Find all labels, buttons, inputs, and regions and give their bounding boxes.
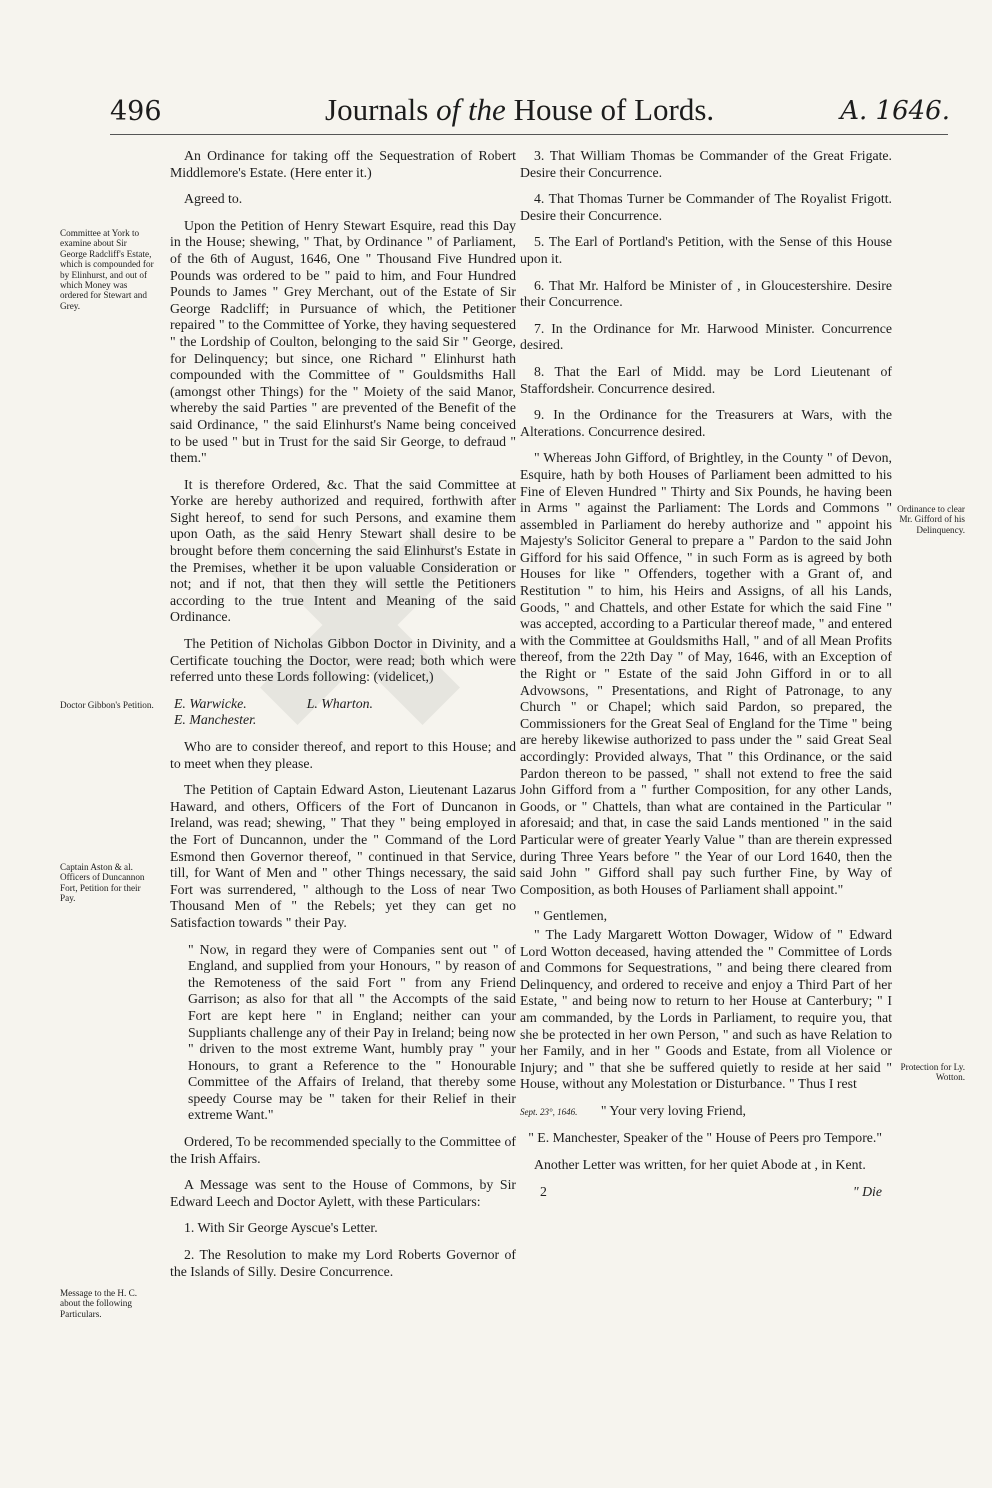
letter-valediction: " Your very loving Friend, [600,1102,746,1118]
letter-wotton: " The Lady Margarett Wotton Dowager, Widow of " Edward Lord Wotton deceased, having attended the " Committee of Lords and Commons for Sequestrations, " and being there cleared from Delinquency, and ordered to receive and enjoy a Third Part of her Estate, " and being now to return to her House at Canterbury; " I am commanded, by the Lords in Parliament, to require you, that she be protected in her own Person, " and such as have Relation to her Family, and in her " Goods and Estate, from all Violence or Injury; and " that she be suffered quietly to reside at her said " House, without any Molestation or Disturbance. " Thus I rest [520,926,892,1092]
particular-4: 4. That Thomas Turner be Commander of The Royalist Frigott. Desire their Concurrence. [520,191,892,223]
petition-stewart: Upon the Petition of Henry Stewart Esquire, read this Day in the House; shewing, " That, by Ordinance " of Parliament, of the 6th of August, 1646, One " Thousand Five Hundred Pounds was ordered to be " paid to him, and Four Hundred Pounds to James " Grey Merchant, out of the Estate of Sir George Radcliff; in Pursuance of which, the Petitioner repaired " to the Committee of Yorke, they having sequestered " the Lordship of Coulton, belonging to the said Sir " George, for Delinquency; but since, one Richard " Elinhurst hath compounded with the Committee of " Gouldsmiths Hall (amongst other Things) for the " Moiety of the said Manor, whereby the said Parties " are prevented of the Benefit of the said Ordinance, " the said Elinhurst's Name being conceived to be used " but in Trust for the said Sir George, to defraud " them." [170,217,516,466]
catchword: " Die [852,1183,882,1199]
ordinance-middlemore: An Ordinance for taking off the Sequestration of Robert Middlemore's Estate. (Here enter it.) [170,148,516,180]
gibbon-referral: Who are to consider thereof, and report to this House; and to meet when they please. [170,739,516,771]
ordinance-gifford: " Whereas John Gifford, of Brightley, in the County " of Devon, Esquire, hath by both Houses of Parliament been admitted to his Fine of Eleven Hundred " Thirty and Six Pounds, he having been in Arms " against the Parliament: The Lords and Commons " assembled in Parliament do hereby authorize and " appoint his Majesty's Solicitor General to prepare a " Pardon to the said John Gifford for his said Offence, " in such Form as is agreed by both Houses for like " Offenders, together with a Grant of, and Restitution " to him, his Heirs and Assigns, of all his Lands, Goods, " and Chattels, and other Estate for which the said Fine " was accepted, according to a Particular thereof made, " and entered with the Committee at Gouldsmiths Hall, " and of all Mean Profits thereof, from the 22th Day " of May, 1646, with an Exception of the Right or " Estate of the said John Gifford in or to all Advowsons, " Presentations, and Right of Patronage, to any Church " or Chapel; which said Pardon, so prepared, the Commissioners for the Great Seal of England for the Time " being are hereby likewise authorized to pass under the " said Great Seal accordingly: Provided always, That " this Ordinance, or the said Pardon thereon to be passed, " shall not extend to free the said John Gifford from a " further Composition, for any other Lands, Goods, or " Chattels, than what are contained in the Particular " aforesaid; and that, in case the said Lands mentioned " in the said Particular were of greater Yearly Value " than are therein expressed during Three Years before " the Year of our Lord 1640, then the said John " Gifford shall pay such further Fine, by Way of Composition, as both Houses of Parliament shall appoint." [520,450,892,897]
margin-note-gifford: Ordinance to clear Mr. Gifford of his Delinquency. [897,504,965,535]
particular-6: 6. That Mr. Halford be Minister of , in Gloucestershire. Desire their Concurrence. [520,277,892,310]
agreed-to: Agreed to. [184,191,243,207]
particular-1: 1. With Sir George Ayscue's Letter. [184,1220,378,1236]
margin-note-doctor-gibbon: Doctor Gibbon's Petition. [60,700,154,710]
right-column [520,148,892,1200]
page-year: A. 1646. [840,96,950,126]
letter-date: Sept. 23°, 1646. [520,1106,578,1117]
letter-closing [520,1103,892,1121]
particular-5: 5. The Earl of Portland's Petition, with the Sense of this House upon it. [520,234,892,266]
page-header [110,82,950,132]
margin-note-captain-aston: Captain Aston & al. Officers of Duncannon Fort, Petition for their Pay. [60,862,145,904]
another-letter: Another Letter was written, for her quiet Abode at , in Kent. [534,1157,866,1173]
letter-salutation: " Gentlemen, [534,908,608,924]
margin-note-wotton: Protection for Ly. Wotton. [900,1062,965,1083]
petition-gibbon: The Petition of Nicholas Gibbon Doctor in Divinity, and a Certificate touching the Doctor, were read; both which were referred unto these Lords following: (videlicet,) [170,636,516,685]
signature-mark: 2 [540,1183,547,1199]
page-title [325,92,714,128]
petition-aston: The Petition of Captain Edward Aston, Lieutenant Lazarus Haward, and others, Officers of the Fort of Duncanon in Ireland, was read; shewing, " That they " being employed in the Fort of Duncannon, under the " Command of the Lord Esmond then Governor thereof, " continued in that Service, till, for Want of Men and " other Things necessary, the said Fort was surrendered, " although to the Loss of near Two Thousand Men of " the Rebels; yet they can get no Satisfaction towards " their Pay. [170,782,516,930]
particular-8: 8. That the Earl of Midd. may be Lord Lieutenant of Staffordsheir. Concurrence desired. [520,363,892,396]
lord-manchester: E. Manchester. [174,712,257,728]
message-commons: A Message was sent to the House of Commons, by Sir Edward Leech and Doctor Aylett, with these Particulars: [170,1177,516,1209]
page-number: 496 [110,96,162,127]
order-committee-yorke: It is therefore Ordered, &c. That the said Committee at Yorke are hereby authorized and required, forthwith after Sight hereof, to send for such Persons, and examine them upon Oath, as the said Henry Stewart shall desire to be brought before them concerning the said Elinhurst's Estate in the Premises, whether it be upon valuable Consideration or not; and if not, that then they will settle the Petitioners according to the true Intent and Meaning of the said Ordinance. [170,476,516,625]
order-irish-affairs: Ordered, To be recommended specially to the Committee of the Irish Affairs. [170,1134,516,1166]
page-footer [520,1184,892,1201]
left-column [170,148,516,1290]
particular-9: 9. In the Ordinance for the Treasurers at Wars, with the Alterations. Concurrence desired. [520,407,892,439]
lords-list [170,696,516,713]
lord-warwicke: E. Warwicke. [174,695,247,711]
title-of: of the [436,92,506,127]
margin-note-message-hc: Message to the H. C. about the following Particulars. [60,1288,138,1319]
particular-3: 3. That William Thomas be Commander of the Great Frigate. Desire their Concurrence. [520,148,892,180]
letter-signature: " E. Manchester, Speaker of the " House of Peers pro Tempore." [528,1130,882,1146]
aston-plea: " Now, in regard they were of Companies sent out " of England, and supplied from your Honours, " by reason of the Remoteness of the said Fort " from any Friend Garrison; as also for that all " the Accompts of the said Fort are kept here " in England; neither can your Suppliants challenge any of their Pay in Ireland; being now " driven to the most extreme Want, humbly pray " your Honours, to grant a Reference to the " Honourable Committee of the Affairs of Ireland, that thereby some speedy Course may be " taken for their Relief in their extreme Want." [188,941,516,1123]
particular-2: 2. The Resolution to make my Lord Roberts Governor of the Islands of Silly. Desire Concurrence. [170,1247,516,1279]
header-rule [110,134,948,135]
title-suffix: House of Lords. [513,92,715,127]
margin-note-committee-york: Committee at York to examine about Sir George Radcliff's Estate, which is compounded for by Elinhurst, and out of which Money was ordered for Stewart and Grey. [60,228,154,311]
title-prefix: Journals [325,92,429,127]
particular-7: 7. In the Ordinance for Mr. Harwood Minister. Concurrence desired. [520,320,892,353]
lord-wharton: L. Wharton. [306,695,373,711]
